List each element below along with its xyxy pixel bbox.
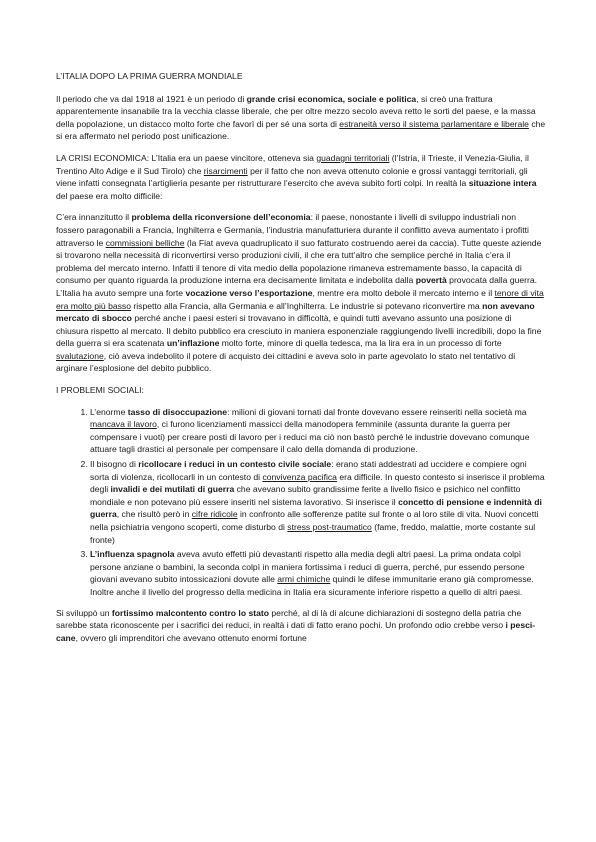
list-item <box>90 548 546 598</box>
text-run: (la Fiat aveva quadruplicato il suo fatturato costruendo aerei da caccia). Tutte queste aziende si trovarono nella necessità di riconvertirsi verso produzioni civili, il che era tutt’altro che semplice perché in Italia c’era il problema del mercato interno. Infatti il tenore di vita medio della popolazione rimaneva estremamente basso, la capacità di consumo per quanto riguarda la produzione interna era decisamente limitata e indebolita dalla <box>56 237 542 286</box>
text-run: C’era innanzitutto il <box>56 212 132 223</box>
underlined-phrase: risarcimenti <box>203 165 248 176</box>
bold-phrase: non avevano mercato di sbocco <box>56 300 535 324</box>
discontent-paragraph <box>56 607 546 645</box>
text-run: aveva avuto effetti più devastanti rispetto alla media degli altri paesi. La prima ondata colpì persone anziane o bambini, la seconda colpì in maniera fortissima i reduci di guerra, perché, pur essendo persone giovani avevano subito intossicazioni dovute alle <box>90 549 525 585</box>
text-run: : erano stati addestrati ad uccidere e compiere ogni sorta di violenza, ricollocarli in un contesto di <box>90 459 527 482</box>
bold-phrase: grande crisi economica, sociale e politica <box>246 93 417 104</box>
reconversion-paragraph <box>56 211 546 375</box>
economic-crisis-paragraph <box>56 152 546 202</box>
intro-paragraph <box>56 93 546 143</box>
bold-phrase: tasso di disoccupazione <box>127 406 228 417</box>
text-run: era difficile. In questo contesto si inserisce il problema degli <box>90 471 545 495</box>
underlined-phrase: tenore di vita era molto più basso <box>56 287 544 311</box>
social-problems-heading: I PROBLEMI SOCIALI: <box>56 385 144 396</box>
text-run: , si creò una frattura apparentemente insanabile tra la vecchia classe liberale, che per oltre mezzo secolo aveva retto le sorti del paese, e la massa della popolazione, un distacco molto forte che favorì di per sé una sorta di <box>56 93 536 129</box>
text-run: : il paese, nonostante i livelli di sviluppo industriali non fossero paragonabili a Francia, Inghilterra e Germania, l’industria manufatturiera durante il conflitto aveva aumentato i profitti attraverso le <box>56 212 529 248</box>
text-run: che avevano subito grandissime ferite a livello fisico e psichico nel conflitto mondiale e non potevano più essere inseriti nel sistema lavorativo. Si inserisce il <box>90 484 521 507</box>
text-run: , che risultò però in <box>116 509 192 520</box>
bold-phrase: situazione intera <box>468 178 537 189</box>
underlined-phrase: guadagni territoriali <box>316 152 390 163</box>
document-title: L’ITALIA DOPO LA PRIMA GUERRA MONDIALE <box>56 71 243 81</box>
bold-phrase: un’inflazione <box>166 338 220 349</box>
bold-phrase: vocazione verso l’esportazione <box>185 287 313 298</box>
text-run: che si era affermato nel periodo post unificazione. <box>56 118 546 142</box>
underlined-phrase: stress post-traumatico <box>287 522 372 532</box>
text-run: , ci furono licenziamenti massicci della manodopera femminile (assunta durante la guerra per compensare i vuoti) per creare posti di lavoro per i reduci ma ciò non bastò perché le industrie dovevano comunque attuare tagli drastici al personale per compensare il calo della domanda di produzione. <box>90 419 530 455</box>
bold-phrase: L’influenza spagnola <box>90 549 175 560</box>
text-run: del paese era molto difficile: <box>56 190 163 201</box>
text-run: Si sviluppò un <box>56 607 112 618</box>
underlined-phrase: commissioni belliche <box>105 237 185 248</box>
text-run: per il fatto che non aveva ottenuto colonie e grossi vantaggi territoriali, gli viene infatti consegnata l’artiglieria pesante per ristrutturare l’esercito che aveva subito forti colpi. In realtà la <box>56 165 528 189</box>
text-run: in confronto alle sofferenze patite sul fronte o al loro stile di vita. Nuovi concetti nella psichiatria vengono scoperti, come disturbo di <box>90 509 539 532</box>
text-run: , mentre era molto debole il mercato interno e il <box>312 287 495 298</box>
text-run: : milioni di giovani tornati dal fronte dovevano essere reinseriti nella società ma <box>227 406 527 417</box>
text-run: , ciò aveva indebolito il potere di acquisto dei cittadini e aveva solo in parte agevolato lo stato nel tentativo di arginare l’esplosione del debito pubblico. <box>56 350 516 374</box>
text-run: molto forte, minore di quella tedesca, ma la lira era in un processo di forte <box>219 338 502 349</box>
underlined-phrase: estraneità verso il sistema parlamentare e liberale <box>339 118 529 129</box>
bold-phrase: ricollocare i reduci in un contesto civile sociale <box>138 459 332 470</box>
underlined-phrase: convivenza pacifica <box>262 471 337 482</box>
text-run: rispetto alla Francia, alla Germania e all’Inghilterra. Le industrie si potevano riconvertire ma <box>131 300 483 311</box>
text-run: LA CRISI ECONOMICA: L’Italia era un paese vincitore, otteneva sia <box>56 152 317 163</box>
text-run: quindi le difese immunitarie erano già compromesse. Inoltre anche il livello del progresso della medicina in Italia era sicuramente inferiore rispetto a quello di altri paesi. <box>90 574 534 597</box>
text-run: L’enorme <box>90 406 128 417</box>
list-item <box>90 458 546 546</box>
text-run: Il periodo che va dal 1918 al 1921 è un periodo di <box>56 93 247 104</box>
text-run: perché anche i paesi esteri si trovavano in difficoltà, e quindi tutti avevano assunto una posizione di chiusura rispetto al mercato. Il debito pubblico era cresciuto in maniera esponenziale raggiungendo livelli incredibili, dopo la fine della guerra si era scatenata <box>56 313 542 349</box>
underlined-phrase: mancava il lavoro <box>90 419 157 430</box>
text-run: perché, al di là di alcune dichiarazioni di sostegno della patria che sarebbe stata riconoscente per i sacrifici dei reduci, in realtà i dati di fatto erano pochi. Un profondo odio crebbe verso <box>56 607 522 631</box>
list-item <box>90 406 546 456</box>
text-run: provocata dalla guerra. L’Italia ha avuto sempre una forte <box>56 275 538 298</box>
bold-phrase: povertà <box>415 275 447 286</box>
bold-phrase: fortissimo malcontento contro lo stato <box>111 607 269 618</box>
underlined-phrase: armi chimiche <box>277 574 331 585</box>
bold-phrase: concetto di pensione e indennità di guerra <box>90 496 542 520</box>
bold-phrase: invalidi e dei mutilati di guerra <box>110 484 235 495</box>
underlined-phrase: cifre ridicole <box>191 509 238 520</box>
text-run: (l’Istria, il Trieste, il Venezia-Giulia, il Trentino Alto Adige e il Sud Tirolo) che <box>56 152 529 176</box>
bold-phrase: i pesci-cane <box>56 620 536 643</box>
text-run: (fame, freddo, malattie, morte costante sul fronte) <box>90 522 536 545</box>
text-run: , ovvero gli imprenditori che avevano ottenuto enormi fortune <box>75 632 307 643</box>
underlined-phrase: svalutazione <box>56 350 104 361</box>
social-problems-list <box>56 406 546 599</box>
bold-phrase: problema della riconversione dell’economia <box>131 212 311 223</box>
text-run: Il bisogno di <box>90 459 139 470</box>
